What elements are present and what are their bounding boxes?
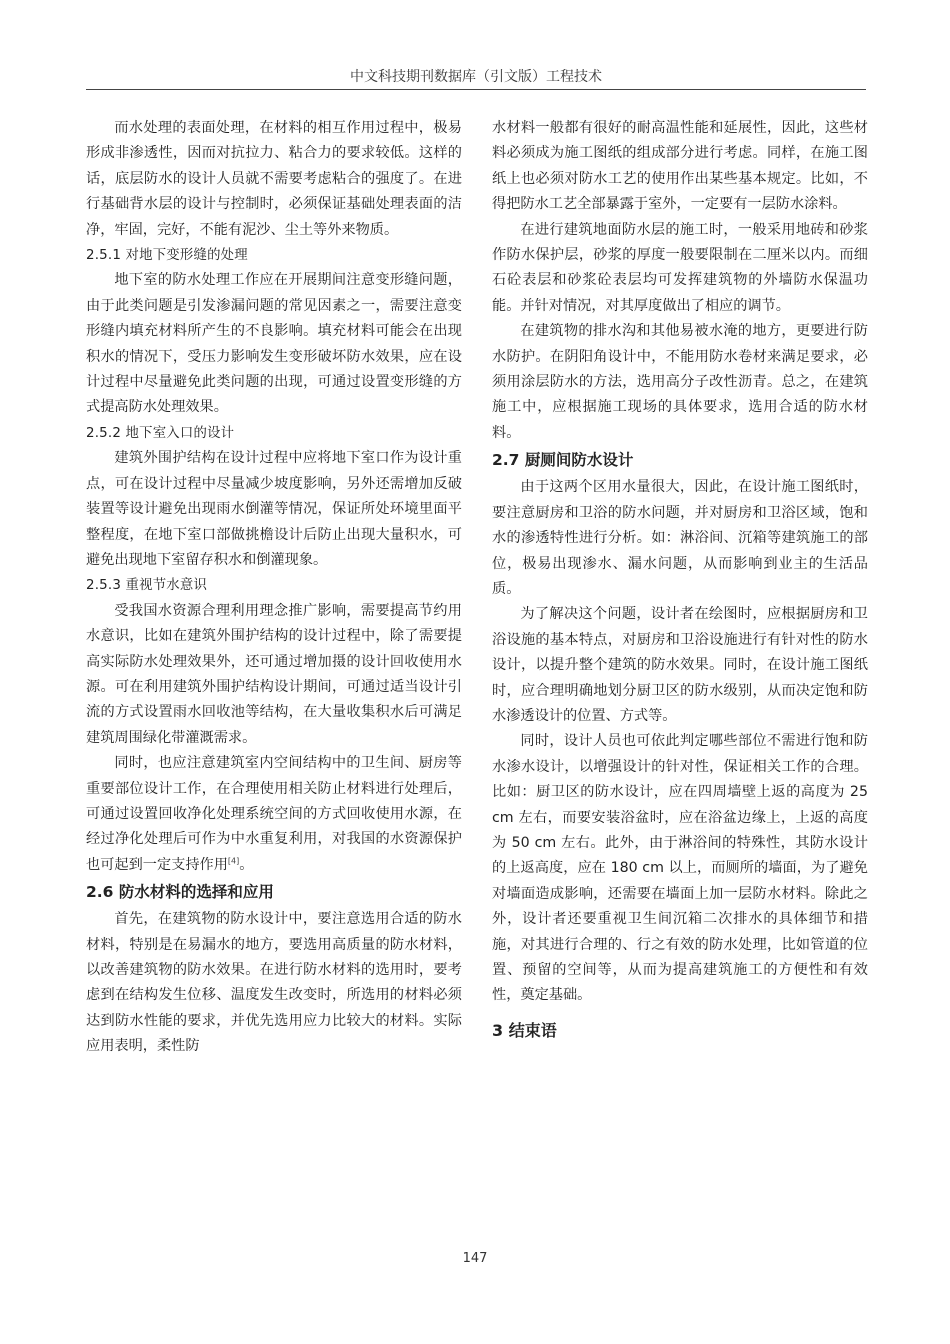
- paragraph-continued: 水材料一般都有很好的耐高温性能和延展性，因此，这些材料必须成为施工图纸的组成部分进行考虑。同样，在施工图纸上也必须对防水工艺的使用作出某些基本规定。比如，不得把防水工艺全部暴露于室外，一定要有一层防水涂料。: [492, 120, 868, 213]
- paragraph: 首先，在建筑物的防水设计中，要注意选用合适的防水材料，特别是在易漏水的地方，要选用高质量的防水材料，以改善建筑物的防水效果。在进行防水材料的选用时，要考虑到在结构发生位移、温度发生改变时，所选用的材料必须达到防水性能的要求，并优先选用应力比较大的材料。实际应用表明，柔性防: [86, 911, 462, 1055]
- subsection-heading-2-5-3: 2.5.3 重视节水意识: [86, 578, 208, 594]
- paragraph: 地下室的防水处理工作应在开展期间注意变形缝问题，由于此类问题是引发渗漏问题的常见因素之一，需要注意变形缝内填充材料所产生的不良影响。填充材料可能会在出现积水的情况下，受压力影响发生变形破坏防水效果，应在设计过程中尽量避免此类问题的出现，可通过设置变形缝的方式提高防水处理效果。: [86, 272, 462, 416]
- section-heading-2-6: 2.6 防水材料的选择和应用: [86, 883, 274, 902]
- citation-reference: [4]: [227, 856, 240, 866]
- section-heading-3: 3 结束语: [492, 1020, 557, 1040]
- section-heading-2-7: 2.7 厨厕间防水设计: [492, 451, 634, 470]
- header-rule: [86, 89, 866, 90]
- paragraph-text: 同时，也应注意建筑室内空间结构中的卫生间、厨房等重要部位设计工作，在合理使用相关防止材料进行处理后，可通过设置回收净化处理系统空间的方式回收使用水源，在经过净化处理后可作为中水重复利用，对我国的水资源保护也可起到一定支持作用: [86, 755, 462, 873]
- paragraph: 由于这两个区用水量很大，因此，在设计施工图纸时，要注意厨房和卫浴的防水问题，并对厨房和卫浴区域，饱和水的渗透特性进行分析。如：淋浴间、沉箱等建筑施工的部位，极易出现渗水、漏水问题，从而影响到业主的生活品质。: [492, 479, 868, 597]
- paragraph: 同时，设计人员也可依此判定哪些部位不需进行饱和防水渗水设计，以增强设计的针对性，保证相关工作的合理。比如：厨卫区的防水设计，应在四周墙壁上返的高度为 25 cm 左右，而要安装浴盆时，应在浴盆边缘上，上返的高度为 50 cm 左右。此外，由于淋浴间的特殊性，其防水设计的上返高度，应在 180 cm 以上，而厕所的墙面，为了避免对墙面造成影响，还需要在墙面上加一层防水材料。除此之外，设计者还要重视卫生间沉箱二次排水的具体细节和措施，对其进行合理的、行之有效的防水处理，比如管道的位置、预留的空间等，从而为提高建筑施工的方便性和有效性，奠定基础。: [492, 733, 868, 1004]
- page-number: 147: [462, 1251, 488, 1266]
- paragraph: 为了解决这个问题，设计者在绘图时，应根据厨房和卫浴设施的基本特点，对厨房和卫浴设施进行有针对性的防水设计，以提升整个建筑的防水效果。同时，在设计施工图纸时，应合理明确地划分厨卫区的防水级别，从而决定饱和防水渗透设计的位置、方式等。: [492, 606, 868, 724]
- paragraph: 建筑外围护结构在设计过程中应将地下室口作为设计重点，可在设计过程中尽量减少坡度影响，另外还需增加反破装置等设计避免出现雨水倒灌等情况，保证所处环境里面平整程度，在地下室口部做挑檐设计后防止出现大量积水，可避免出现地下室留存积水和倒灌现象。: [86, 450, 462, 568]
- paragraph: 在建筑物的排水沟和其他易被水淹的地方，更要进行防水防护。在阴阳角设计中，不能用防水卷材来满足要求，必须用涂层防水的方法，选用高分子改性沥青。总之，在建筑施工中，应根据施工现场的具体要求，选用合适的防水材料。: [492, 323, 868, 441]
- running-header: 中文科技期刊数据库（引文版）工程技术: [350, 69, 602, 85]
- right-column: [492, 116, 868, 1045]
- paragraph-end: 。: [239, 856, 254, 873]
- left-column: [86, 116, 462, 1060]
- paragraph: 受我国水资源合理利用理念推广影响，需要提高节约用水意识，比如在建筑外围护结构的设计过程中，除了需要提高实际防水处理效果外，还可通过增加摄的设计回收使用水源。可在利用建筑外围护结构设计期间，可通过适当设计引流的方式设置雨水回收池等结构，在大量收集积水后可满足建筑周围绿化带灌溉需求。: [86, 602, 462, 746]
- subsection-heading-2-5-1: 2.5.1 对地下变形缝的处理: [86, 248, 248, 264]
- paragraph: 在进行建筑地面防水层的施工时，一般采用地砖和砂浆作防水保护层，砂浆的厚度一般要限制在二厘米以内。而细石砼表层和砂浆砼表层均可发挥建筑物的外墙防水保温功能。并针对情况，对其厚度做出了相应的调节。: [492, 221, 868, 314]
- paragraph: 而水处理的表面处理，在材料的相互作用过程中，极易形成非渗透性，因而对抗拉力、粘合力的要求较低。这样的话，底层防水的设计人员就不需要考虑粘合的强度了。在进行基础背水层的设计与控制时，必须保证基础处理表面的洁净，牢固，完好，不能有泥沙、尘土等外来物质。: [86, 120, 462, 238]
- paragraph-with-citation: [86, 751, 462, 878]
- subsection-heading-2-5-2: 2.5.2 地下室入口的设计: [86, 425, 235, 441]
